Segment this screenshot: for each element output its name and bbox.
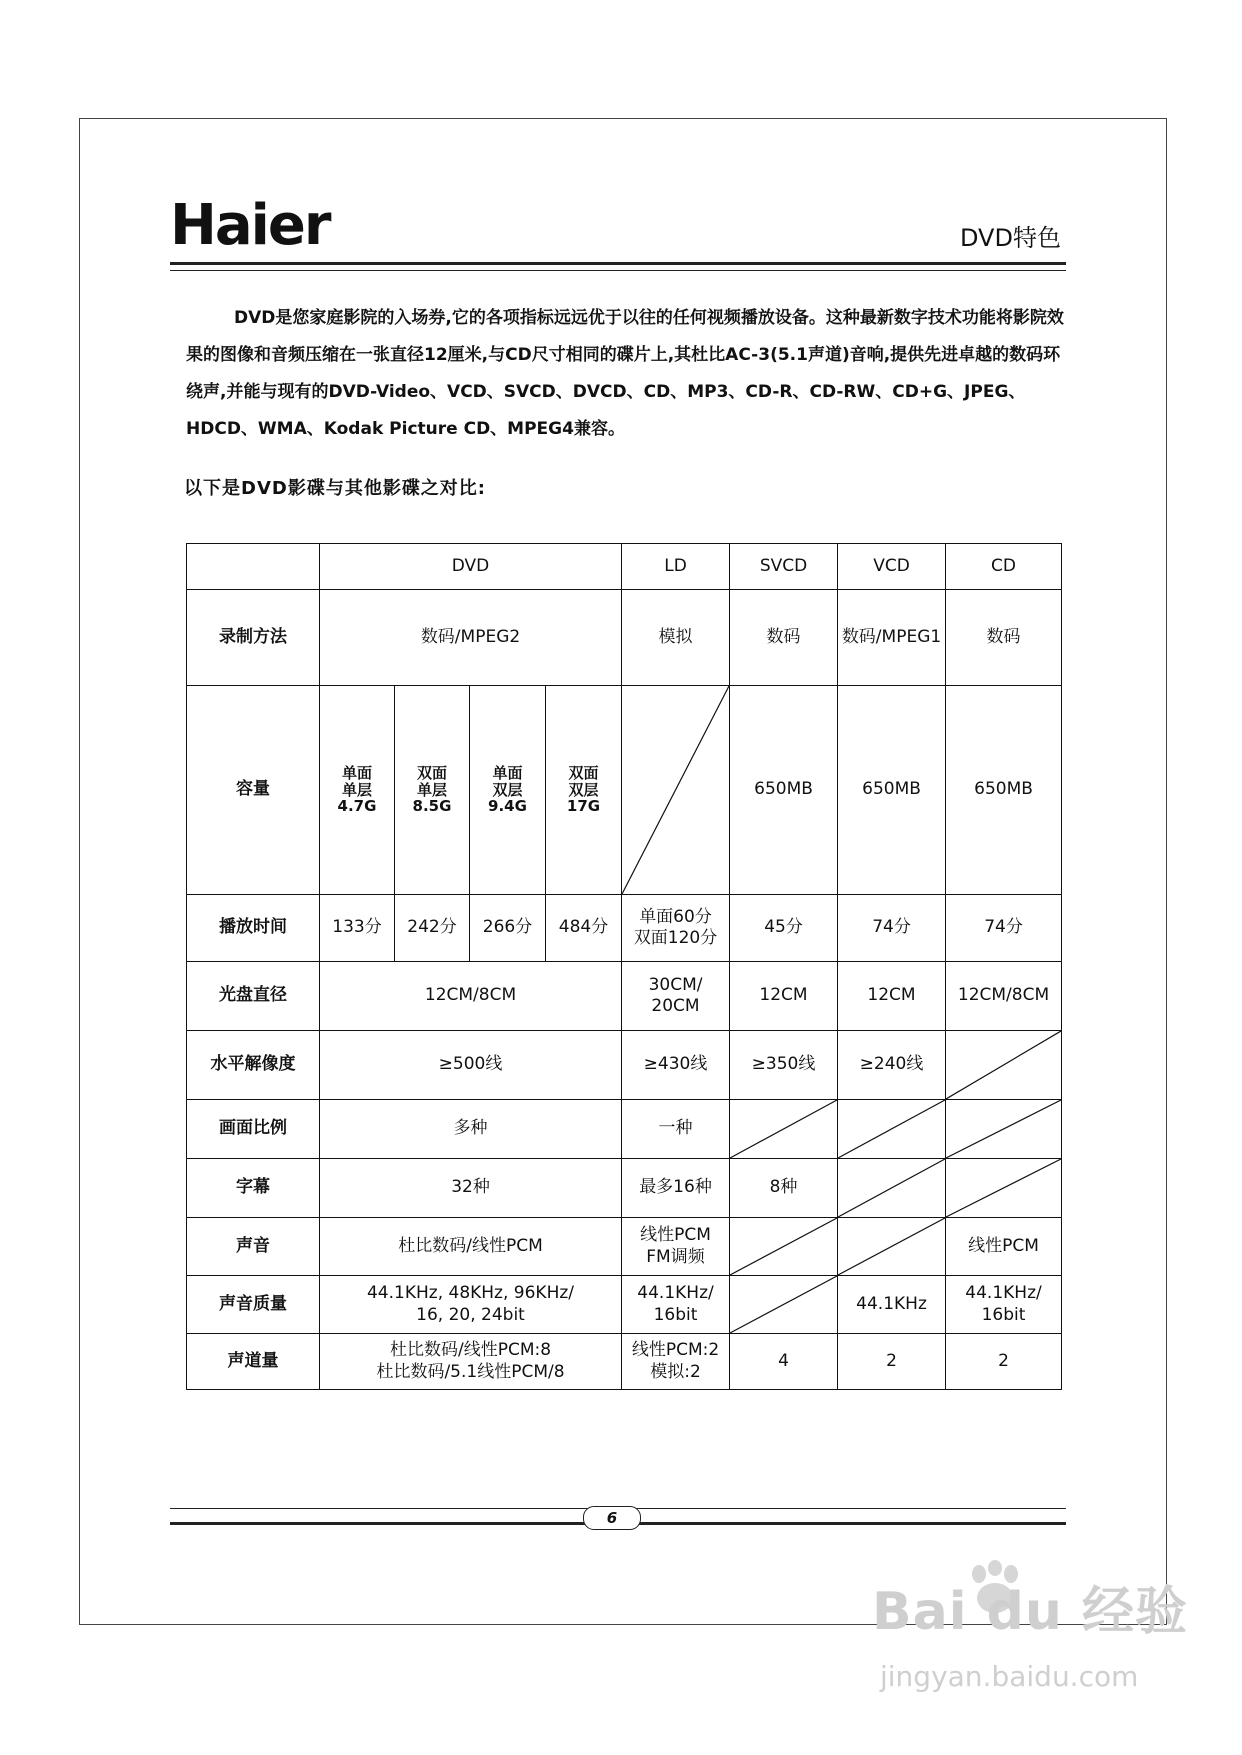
- cell-line: 杜比数码/5.1线性PCM/8: [376, 1361, 565, 1382]
- empty-cell-slash: [838, 1100, 946, 1159]
- intro-paragraph: [186, 300, 1076, 448]
- cell: [470, 686, 546, 895]
- table-row: [187, 590, 1062, 686]
- cell-line: 8.5G: [412, 797, 452, 816]
- table-row: [187, 1276, 1062, 1334]
- cell: 杜比数码/线性PCM: [320, 1218, 622, 1276]
- cell: 12CM: [838, 962, 946, 1031]
- cell-line: 双层: [492, 780, 523, 799]
- empty-cell-slash: [730, 1218, 838, 1276]
- row-label: 录制方法: [187, 590, 320, 686]
- empty-cell-slash: [946, 1031, 1062, 1100]
- cell: [622, 1334, 730, 1390]
- cell-line: 17G: [566, 797, 601, 816]
- cell-line: 单层: [341, 780, 372, 799]
- disc-comparison-table: [186, 543, 1062, 1390]
- cell-line: 单面: [341, 764, 372, 783]
- cell-line: 线性PCM:2: [631, 1340, 720, 1361]
- empty-cell-slash: [946, 1159, 1062, 1218]
- cell: 最多16种: [622, 1159, 730, 1218]
- cell: 多种: [320, 1100, 622, 1159]
- table-row: [187, 1159, 1062, 1218]
- header-rule-thin: [170, 270, 1066, 271]
- cell: ≥430线: [622, 1031, 730, 1100]
- cell: 45分: [730, 895, 838, 962]
- cell: 12CM/8CM: [946, 962, 1062, 1031]
- cell-line: 双面120分: [633, 928, 718, 948]
- col-header-ld: LD: [622, 544, 730, 590]
- corner-cell: [187, 544, 320, 590]
- row-label: 容量: [187, 686, 320, 895]
- col-header-cd: CD: [946, 544, 1062, 590]
- cell: 数码/MPEG1: [838, 590, 946, 686]
- empty-cell-slash: [730, 1276, 838, 1334]
- cell: 12CM/8CM: [320, 962, 622, 1031]
- header-rule: [170, 262, 1066, 265]
- cell: [395, 686, 470, 895]
- cell: 数码: [730, 590, 838, 686]
- cell: [946, 1276, 1062, 1334]
- cell: ≥350线: [730, 1031, 838, 1100]
- haier-logo: Haier: [170, 193, 330, 258]
- cell: [320, 1334, 622, 1390]
- row-label: 声音: [187, 1218, 320, 1276]
- row-label: 声道量: [187, 1334, 320, 1390]
- cell-line: 单面: [492, 764, 523, 783]
- empty-cell-slash: [946, 1100, 1062, 1159]
- table-row: [187, 895, 1062, 962]
- cell: 8种: [730, 1159, 838, 1218]
- cell-line: 16bit: [981, 1304, 1026, 1325]
- cell-line: 双面: [568, 764, 599, 783]
- cell: [622, 962, 730, 1031]
- cell-line: 44.1KHz/: [637, 1283, 714, 1304]
- table-row: [187, 686, 1062, 895]
- cell: 2: [838, 1334, 946, 1390]
- section-title: DVD特色: [960, 224, 1061, 252]
- cell-line: 模拟:2: [650, 1361, 701, 1382]
- cell-line: 30CM/: [648, 974, 703, 995]
- cell: [320, 1276, 622, 1334]
- cell-line: 双面: [416, 764, 447, 783]
- watermark-url: jingyan.baidu.com: [880, 1660, 1139, 1693]
- page-number: 6: [583, 1506, 641, 1530]
- cell: 32种: [320, 1159, 622, 1218]
- col-header-svcd: SVCD: [730, 544, 838, 590]
- cell: [622, 895, 730, 962]
- empty-cell-slash: [622, 686, 730, 895]
- empty-cell-slash: [838, 1159, 946, 1218]
- cell: 数码: [946, 590, 1062, 686]
- cell: 74分: [838, 895, 946, 962]
- cell: 133分: [320, 895, 395, 962]
- table-row: [187, 1218, 1062, 1276]
- table-header-row: [187, 544, 1062, 590]
- empty-cell-slash: [730, 1100, 838, 1159]
- cell: 650MB: [730, 686, 838, 895]
- cell-line: 双层: [568, 780, 599, 799]
- table-row: [187, 1031, 1062, 1100]
- watermark-brand-text: Bai du 经验: [872, 1582, 1188, 1642]
- cell: [622, 1276, 730, 1334]
- cell-line: 杜比数码/线性PCM:8: [389, 1340, 552, 1361]
- row-label: 声音质量: [187, 1276, 320, 1334]
- cell: 数码/MPEG2: [320, 590, 622, 686]
- table-row: [187, 962, 1062, 1031]
- cell: ≥500线: [320, 1031, 622, 1100]
- cell-line: 44.1KHz/: [965, 1283, 1042, 1304]
- row-label: 画面比例: [187, 1100, 320, 1159]
- cell: 266分: [470, 895, 546, 962]
- cell-line: 4.7G: [337, 797, 377, 816]
- cell-line: FM调频: [646, 1246, 705, 1267]
- cell-line: 单层: [416, 780, 447, 799]
- cell: ≥240线: [838, 1031, 946, 1100]
- comparison-heading: 以下是DVD影碟与其他影碟之对比:: [184, 478, 487, 499]
- cell-line: 线性PCM: [640, 1225, 711, 1246]
- cell: 4: [730, 1334, 838, 1390]
- cell: 650MB: [838, 686, 946, 895]
- cell: 484分: [546, 895, 622, 962]
- cell-line: 单面60分: [639, 906, 712, 927]
- cell: 12CM: [730, 962, 838, 1031]
- col-header-vcd: VCD: [838, 544, 946, 590]
- row-label: 字幕: [187, 1159, 320, 1218]
- table-row: [187, 1100, 1062, 1159]
- cell: [622, 1218, 730, 1276]
- row-label: 播放时间: [187, 895, 320, 962]
- row-label: 光盘直径: [187, 962, 320, 1031]
- intro-text: DVD是您家庭影院的入场券,它的各项指标远远优于以往的任何视频播放设备。这种最新数字技术功能将影院效果的图像和音频压缩在一张直径12厘米,与CD尺寸相同的碟片上,其杜比AC-3(5.1声道)音响,提供先进卓越的数码环绕声,并能与现有的DVD-Video、VCD、SVCD、DVCD、CD、MP3、CD-R、CD-RW、CD+G、JPEG、HDCD、WMA、Kodak Picture CD、MPEG4兼容。: [186, 308, 1064, 439]
- cell: [320, 686, 395, 895]
- col-header-dvd: DVD: [320, 544, 622, 590]
- cell: [546, 686, 622, 895]
- row-label: 水平解像度: [187, 1031, 320, 1100]
- cell: 650MB: [946, 686, 1062, 895]
- cell-line: 44.1KHz, 48KHz, 96KHz/: [366, 1283, 575, 1304]
- cell: 一种: [622, 1100, 730, 1159]
- cell-line: 16, 20, 24bit: [416, 1304, 525, 1325]
- cell: 242分: [395, 895, 470, 962]
- cell: 44.1KHz: [838, 1276, 946, 1334]
- cell: 74分: [946, 895, 1062, 962]
- cell: 模拟: [622, 590, 730, 686]
- table-row: [187, 1334, 1062, 1390]
- cell: 2: [946, 1334, 1062, 1390]
- watermark-brand: [872, 1582, 1188, 1642]
- cell-line: 20CM: [651, 996, 700, 1016]
- cell: 线性PCM: [946, 1218, 1062, 1276]
- cell-line: 9.4G: [488, 797, 527, 816]
- empty-cell-slash: [838, 1218, 946, 1276]
- cell-line: 16bit: [653, 1304, 698, 1325]
